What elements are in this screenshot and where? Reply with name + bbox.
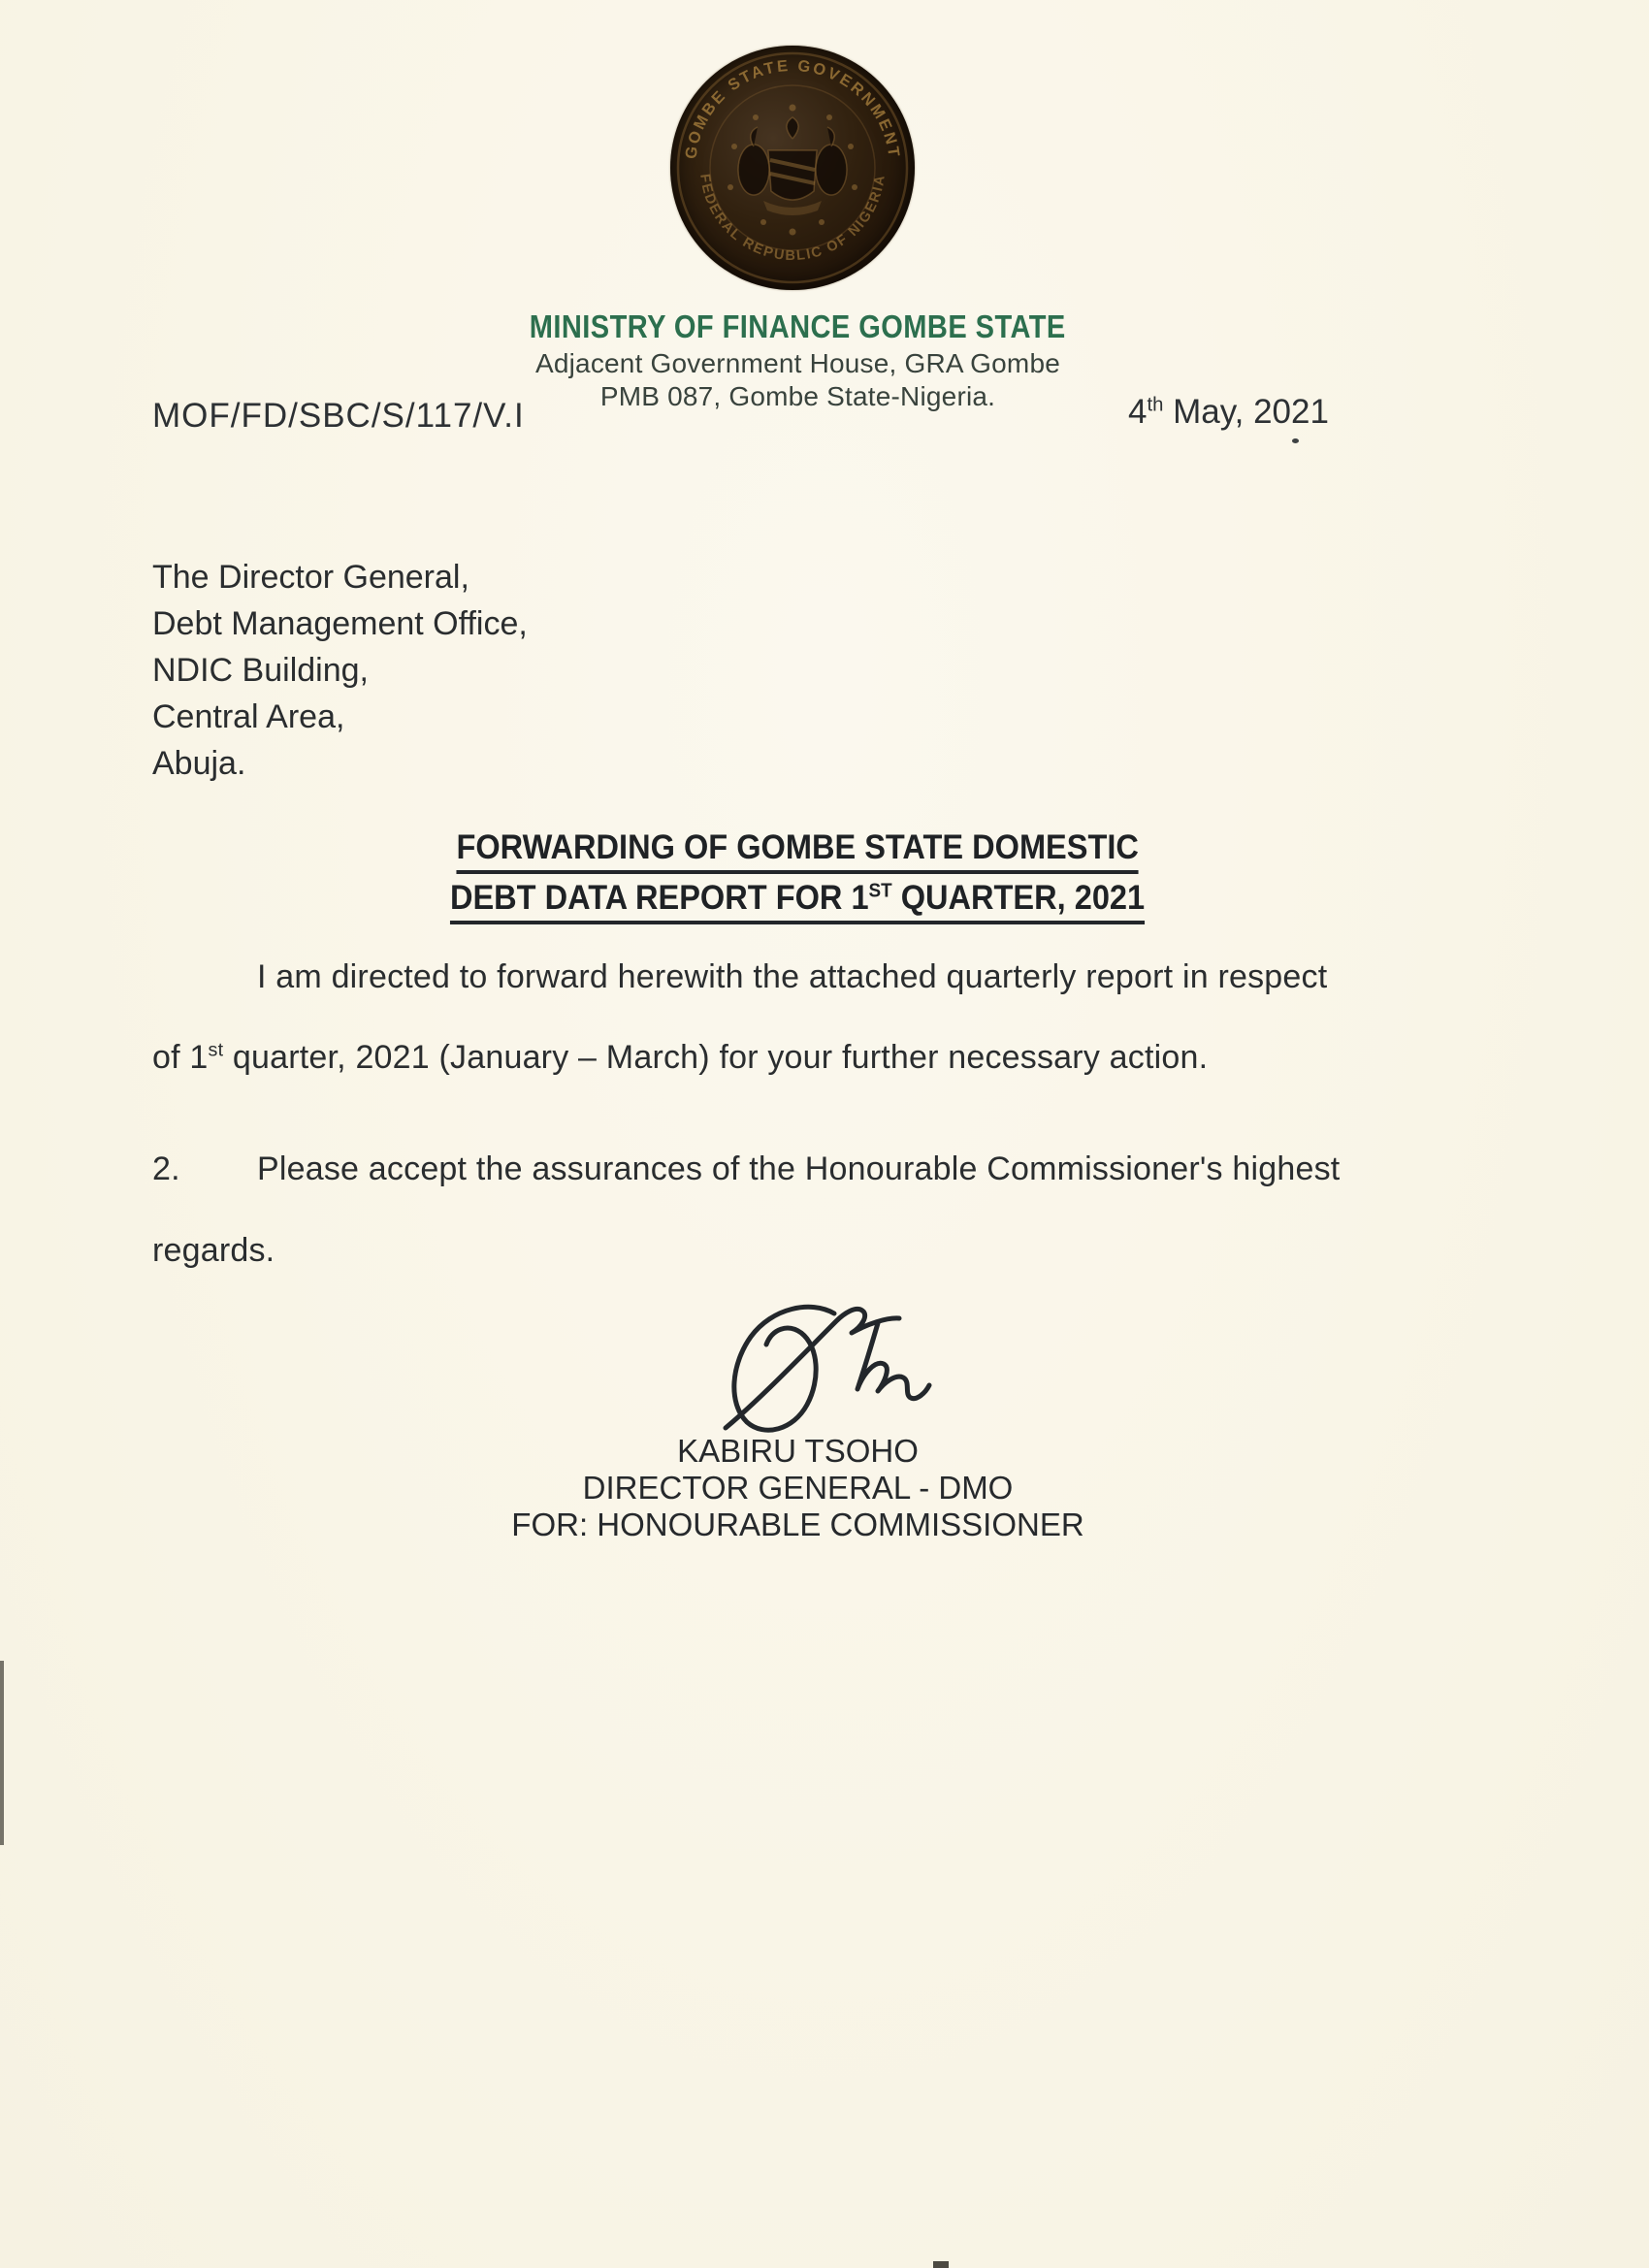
date-rest: May, 2021: [1163, 393, 1329, 431]
recipient-line: Central Area,: [152, 698, 345, 735]
paragraph-2-line-1: Please accept the assurances of the Honourable Commissioner's highest: [257, 1150, 1341, 1187]
scan-edge-artifact: [0, 1661, 4, 1845]
scan-bottom-artifact: [933, 2261, 949, 2268]
subject-line-1-text: FORWARDING OF GOMBE STATE DOMESTIC: [457, 828, 1139, 874]
address-line-1: Adjacent Government House, GRA Gombe: [534, 348, 1061, 378]
subject-line-2-post: QUARTER, 2021: [892, 879, 1146, 917]
recipient-line: Debt Management Office,: [152, 605, 528, 642]
coat-of-arms: [738, 117, 847, 215]
paragraph-1-line-2-post: quarter, 2021 (January – March) for your further necessary action.: [223, 1039, 1209, 1076]
paragraph-1-line-2-superscript: st: [208, 1039, 224, 1061]
date-day: 4: [1128, 393, 1148, 431]
subject-line-2-pre: DEBT DATA REPORT FOR 1: [450, 879, 869, 917]
ministry-title: [0, 308, 1596, 345]
handwritten-signature: [691, 1294, 933, 1440]
recipient-line: NDIC Building,: [152, 652, 369, 689]
signatory-title: DIRECTOR GENERAL - DMO: [582, 1470, 1014, 1506]
subject-line-1: [0, 828, 1596, 874]
signatory-name: KABIRU TSOHO: [677, 1433, 919, 1469]
address-line-2: PMB 087, Gombe State-Nigeria.: [599, 381, 996, 411]
recipient-address: [152, 554, 528, 787]
seal-top-text: GOMBE STATE GOVERNMENT: [682, 56, 903, 161]
reference-number: MOF/FD/SBC/S/117/V.I: [152, 397, 525, 435]
seal-bottom-text: FEDERAL REPUBLIC OF NIGERIA: [696, 173, 889, 265]
paragraph-2-number: 2.: [152, 1150, 180, 1187]
paragraph-1-line-2-pre: of 1: [152, 1039, 209, 1076]
subject-line-2-text: [450, 879, 1145, 924]
letter-date: [1128, 393, 1329, 432]
ministry-title-text: MINISTRY OF FINANCE GOMBE STATE: [529, 308, 1067, 344]
subject-line-2: [0, 879, 1596, 924]
signatory-for-line: FOR: HONOURABLE COMMISSIONER: [511, 1507, 1084, 1542]
recipient-line: The Director General,: [152, 559, 469, 596]
gombe-state-government-seal: [670, 46, 915, 290]
paragraph-2-line-2: regards.: [152, 1232, 275, 1269]
paragraph-1-line-2: [152, 1039, 1208, 1077]
subject-line-2-superscript: ST: [868, 880, 893, 902]
scan-speck: [1292, 438, 1299, 443]
paragraph-1-line-1: I am directed to forward herewith the attached quarterly report in respect: [257, 958, 1328, 995]
date-ordinal-suffix: th: [1147, 394, 1164, 416]
recipient-line: Abuja.: [152, 745, 246, 782]
seal-graphic: [670, 46, 915, 290]
